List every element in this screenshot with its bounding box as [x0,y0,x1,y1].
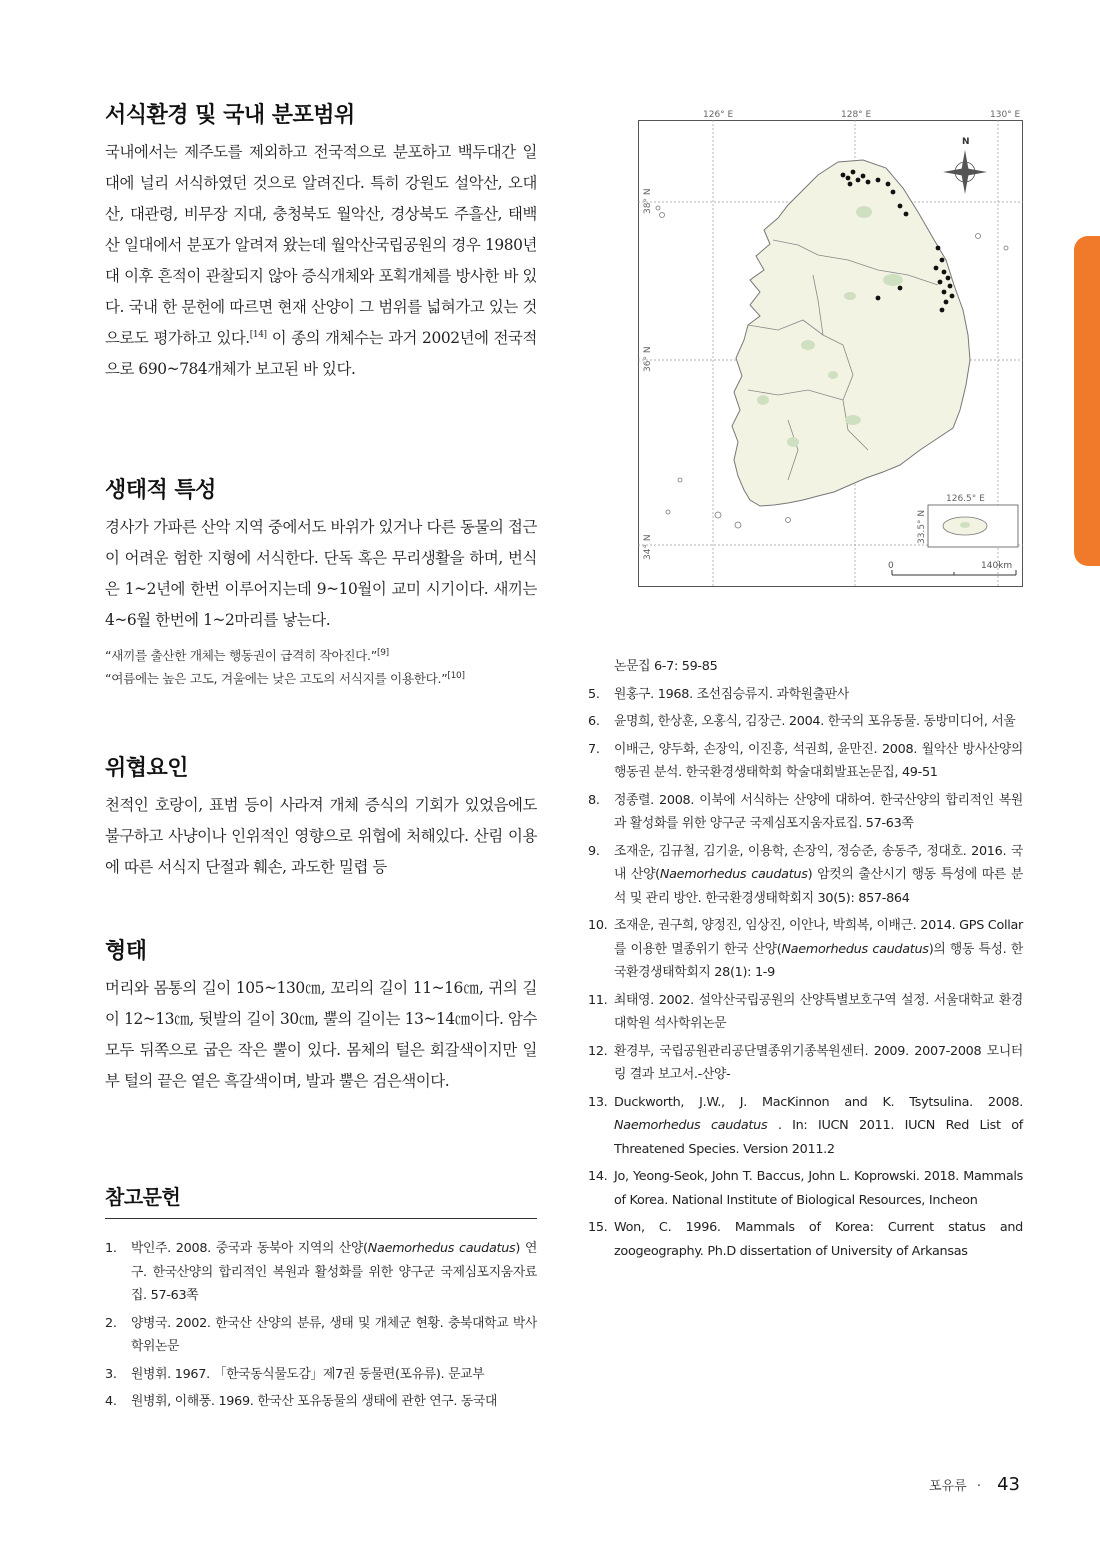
svg-text:N: N [962,137,970,147]
reference-item: 13. Duckworth, J.W., J. MacKinnon and K. Tsytsulina. 2008. Naemorhedus caudatus . In: IUCN 2011. IUCN Red List of Threatened Species. Version 2011.2 [588,1091,1023,1162]
svg-text:36° N: 36° N [643,346,653,372]
svg-text:130° E: 130° E [990,110,1021,120]
reference-number: 12. [588,1043,608,1059]
footer-category: 포유류 [928,1479,967,1494]
reference-list [105,1237,537,1414]
reference-item: 6. 윤명희, 한상훈, 오홍식, 김장근. 2004. 한국의 포유동물. 동방미디어, 서울 [588,710,1023,734]
reference-item: 4. 원병휘, 이해풍. 1969. 한국산 포유동물의 생태에 관한 연구. 동국대 [105,1390,537,1414]
section-habitat [105,98,537,385]
svg-text:128° E: 128° E [841,110,872,120]
coordinate-labels [703,110,1021,120]
reference-number: 2. [105,1315,117,1331]
section-title: 형태 [105,939,147,964]
reference-number: 14. [588,1169,608,1184]
section-body: 머리와 몸통의 길이 105~130㎝, 꼬리의 길이 11~16㎝, 귀의 길이 12~13㎝, 뒷발의 길이 30㎝, 뿔의 길이는 13~14㎝이다. 암수 모두 뒤쪽으로 굽은 작은 뿔이 있다. 몸체의 털은 회갈색이지만 일부 털의 끝은 옅은 흑갈색이며, 발과 뿔은 검은색이다. [105,979,537,1090]
section-threat [105,751,537,883]
svg-text:126° E: 126° E [703,110,734,120]
section-title: 서식환경 및 국내 분포범위 [105,103,355,128]
section-morphology [105,934,537,1097]
reference-item: 10. 조재운, 권구희, 양정진, 임상진, 이안나, 박희복, 이배근. 2014. GPS Collar를 이용한 멸종위기 한국 산양(Naemorhedus caudatus)의 행동 특성. 한국환경생태학회지 28(1): 1-9 [588,914,1023,985]
quote: “새끼를 출산한 개체는 행동권이 급격히 작아진다.”[9] [105,647,389,663]
section-ecology [105,473,537,690]
footer-separator: · [976,1479,981,1494]
reference-item: 2. 양병국. 2002. 한국산 산양의 분류, 생태 및 개체군 현황. 충북대학교 박사학위논문 [105,1312,537,1359]
references-title: 참고문헌 [105,1181,537,1219]
reference-list [588,683,1023,1264]
reference-item: 11. 최태영. 2002. 설악산국립공원의 산양특별보호구역 설정. 서울대학교 환경대학원 석사학위논문 [588,989,1023,1036]
section-title: 생태적 특성 [105,478,216,503]
citation: [14] [249,329,267,340]
references-left [105,1181,537,1418]
section-title: 위협요인 [105,756,189,781]
reference-number: 8. [588,792,600,808]
reference-item: 8. 정종렬. 2008. 이북에 서식하는 산양에 대하여. 한국산양의 합리적인 복원과 활성화를 위한 양구군 국제심포지움자료집. 57-63쪽 [588,789,1023,836]
svg-text:0: 0 [888,561,894,571]
section-tab [1074,236,1100,566]
reference-number: 7. [588,741,600,757]
quote: “여름에는 높은 고도, 겨울에는 낮은 고도의 서식지를 이용한다.”[10] [105,670,465,686]
section-body: 천적인 호랑이, 표범 등이 사라져 개체 증식의 기회가 있었음에도 불구하고 사냥이나 인위적인 영향으로 위협에 처해있다. 산림 이용에 따른 서식지 단절과 훼손, 과도한 밀렵 등 [105,796,537,876]
reference-item: 7. 이배근, 양두화, 손장익, 이진흥, 석권희, 윤만진. 2008. 월악산 방사산양의 행동권 분석. 한국환경생태학회 학술대회발표논문집, 49-51 [588,738,1023,785]
reference-item: 5. 원홍구. 1968. 조선짐승류지. 과학원출판사 [588,683,1023,707]
section-body: 국내에서는 제주도를 제외하고 전국적으로 분포하고 백두대간 일대에 널리 서식하였던 것으로 알려진다. 특히 강원도 설악산, 오대산, 대관령, 비무장 지대, 충청북도 월악산, 경상북도 주흘산, 태백산 일대에서 분포가 알려져 왔는데 월악산국립공원의 경우 1980년대 이후 흔적이 관찰되지 않아 증식개체와 포획개체를 방사한 바 있다. 국내 한 문헌에 따르면 현재 산양이 그 범위를 넓혀가고 있는 것으로도 평가하고 있다.[14] 이 종의 개체수는 과거 2002년에 전국적으로 690~784개체가 보고된 바 있다. [105,143,537,378]
reference-number: 3. [105,1366,117,1382]
svg-text:33.5° N: 33.5° N [917,509,927,544]
svg-text:126.5° E: 126.5° E [946,494,985,504]
reference-number: 15. [588,1220,608,1235]
svg-text:34° N: 34° N [643,534,653,560]
section-body: 경사가 가파른 산악 지역 중에서도 바위가 있거나 다른 동물의 접근이 어려운 험한 지형에 서식한다. 단독 혹은 무리생활을 하며, 번식은 1~2년에 한번 이루어지는데 9~10월이 교미 시기이다. 새끼는 4~6월 한번에 1~2마리를 낳는다. [105,518,537,629]
page-number: 43 [997,1474,1020,1495]
reference-item: 12. 환경부, 국립공원관리공단멸종위기종복원센터. 2009. 2007-2008 모니터링 결과 보고서.-산양- [588,1040,1023,1087]
right-column [588,655,1023,1267]
reference-number: 4. [105,1394,117,1409]
reference-number: 1. [105,1241,117,1256]
svg-text:140km: 140km [981,561,1013,571]
reference-number: 10. [588,918,608,933]
page-footer [929,1474,1020,1495]
reference-item: 3. 원병휘. 1967. 「한국동식물도감」제7권 동물편(포유류). 문교부 [105,1363,537,1387]
reference-number: 5. [588,686,600,702]
reference-number: 13. [588,1094,608,1110]
reference-number: 9. [588,843,600,859]
reference-item: 15. Won, C. 1996. Mammals of Korea: Current status and zoogeography. Ph.D dissertation of University of Arkansas [588,1216,1023,1263]
reference-number: 6. [588,714,600,729]
reference-item: 14. Jo, Yeong-Seok, John T. Baccus, John L. Koprowski. 2018. Mammals of Korea. National Institute of Biological Resources, Incheon [588,1165,1023,1212]
distribution-map [638,110,1023,587]
reference-continuation: 논문집 6-7: 59-85 [614,659,718,674]
svg-text:38° N: 38° N [643,188,653,214]
reference-item: 1. 박인주. 2008. 중국과 동북아 지역의 산양(Naemorhedus caudatus) 연구. 한국산양의 합리적인 복원과 활성화를 위한 양구군 국제심포지움자료집. 57-63쪽 [105,1237,537,1308]
reference-item: 9. 조재운, 김규철, 김기윤, 이용학, 손장익, 정승준, 송동주, 정대호. 2016. 국내 산양(Naemorhedus caudatus) 암컷의 출산시기 행동 특성에 따른 분석 및 관리 방안. 한국환경생태학회지 30(5): 857-864 [588,840,1023,911]
reference-number: 11. [588,992,608,1008]
